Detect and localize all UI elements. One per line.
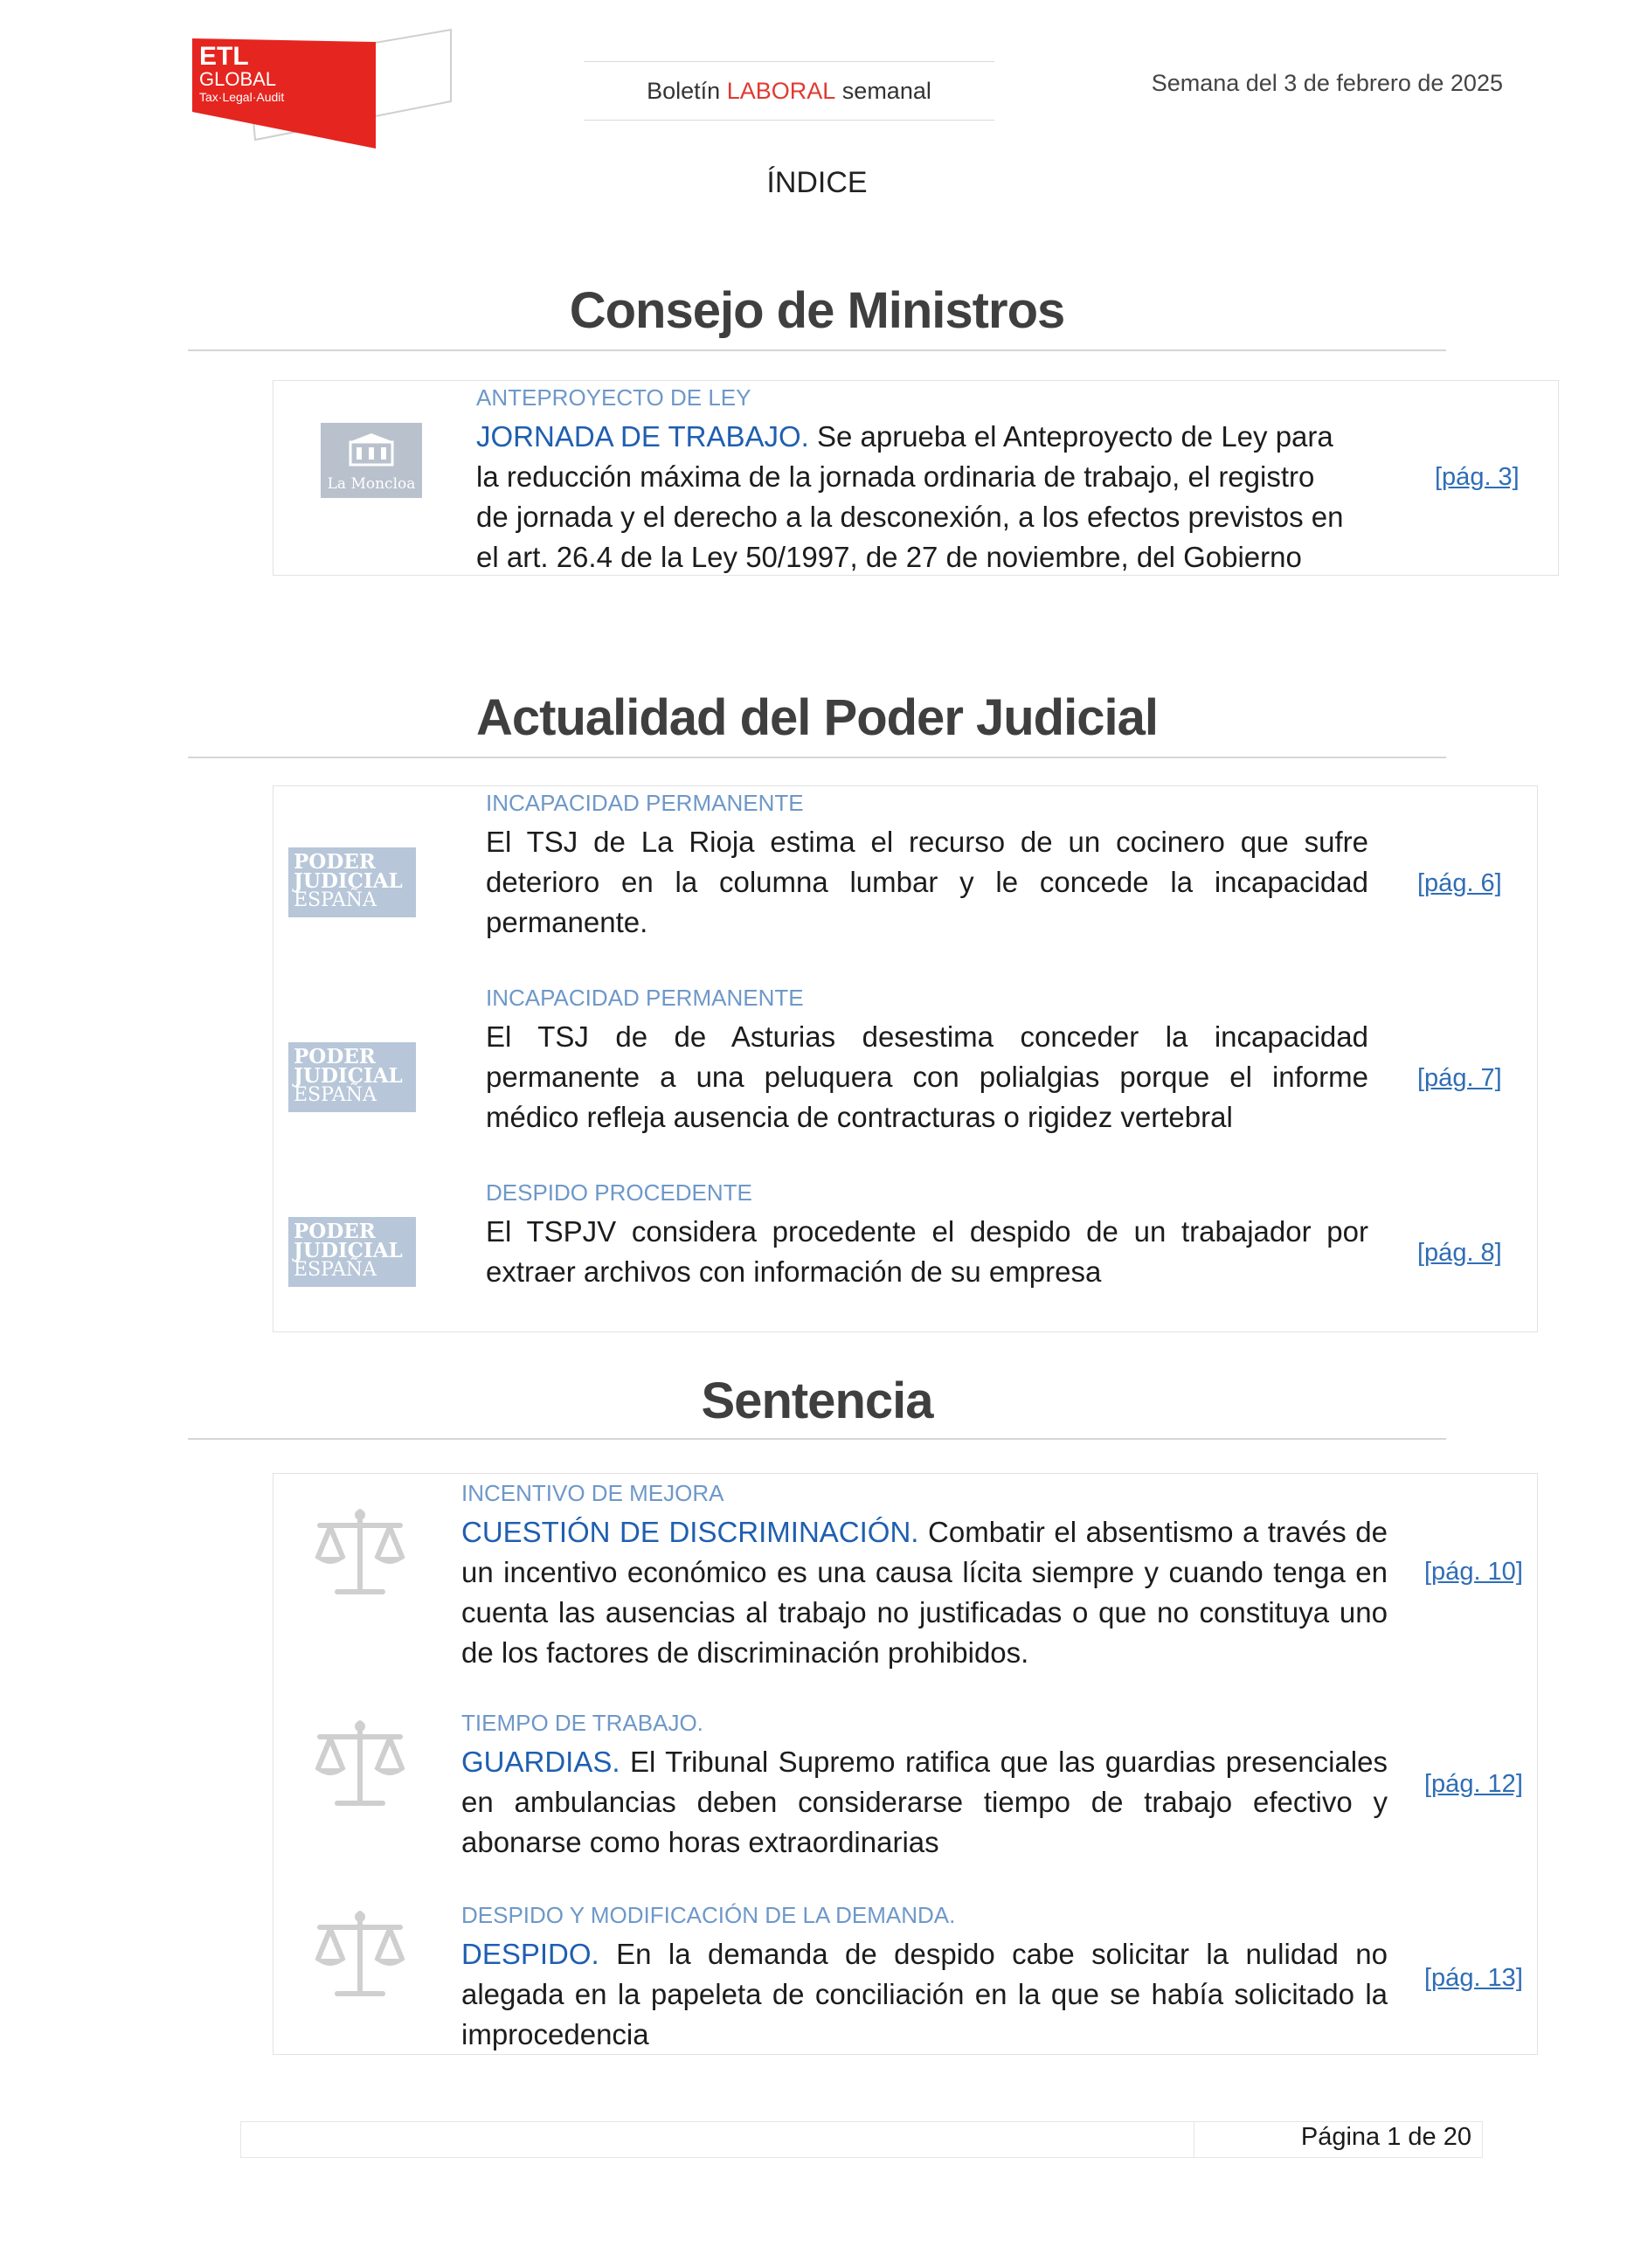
page-link-6[interactable]: [pág. 6] xyxy=(1417,869,1502,897)
page-link-3[interactable]: [pág. 3] xyxy=(1435,463,1520,491)
pj-line: PODER xyxy=(294,850,376,874)
scale-icon xyxy=(311,1905,409,2002)
entry-category: INCAPACIDAD PERMANENTE xyxy=(486,790,804,816)
entry-category: INCAPACIDAD PERMANENTE xyxy=(486,985,804,1011)
page-link-13[interactable]: [pág. 13] xyxy=(1424,1964,1523,1992)
week-date: Semana del 3 de febrero de 2025 xyxy=(1151,70,1503,96)
entry-summary xyxy=(461,1512,1388,1673)
poder-judicial-logo xyxy=(288,1217,416,1287)
entry-summary: El TSPJV considera procedente el despido de un trabajador por extraer archivos con información de su empresa xyxy=(486,1215,1368,1288)
pj-line: JUDICIAL xyxy=(294,869,403,893)
pj-line: JUDICIAL xyxy=(294,1239,403,1262)
pj-line: ESPAÑA xyxy=(294,889,377,911)
page-link-7[interactable]: [pág. 7] xyxy=(1417,1064,1502,1092)
logo-name: ETL xyxy=(199,42,249,71)
section-title-sentencia: Sentencia xyxy=(701,1373,933,1429)
page-number: Página 1 de 20 xyxy=(1300,2123,1471,2151)
poder-judicial-logo xyxy=(288,1042,416,1112)
moncloa-label: La Moncloa xyxy=(327,475,416,493)
scale-icon xyxy=(311,1503,409,1601)
entry-highlight: CUESTIÓN DE DISCRIMINACIÓN. xyxy=(461,1516,919,1548)
entry-category: ANTEPROYECTO DE LEY xyxy=(476,384,751,411)
entry-summary xyxy=(461,1934,1388,2055)
entry-summary: El TSJ de de Asturias desestima conceder la incapacidad permanente a una peluquera con polialgias porque el informe médico refleja ausencia de contracturas o rigidez vertebral xyxy=(486,1020,1368,1133)
entry-category: INCENTIVO DE MEJORA xyxy=(461,1480,724,1506)
entry-category: DESPIDO PROCEDENTE xyxy=(486,1179,752,1206)
logo-sub1: GLOBAL xyxy=(199,68,277,90)
entry-summary xyxy=(461,1742,1388,1863)
bulletin-highlight: LABORAL xyxy=(726,77,836,104)
section-title-poder-judicial: Actualidad del Poder Judicial xyxy=(476,689,1158,746)
pj-line: JUDICIAL xyxy=(294,1064,403,1088)
pj-line: PODER xyxy=(294,1045,376,1068)
section-divider xyxy=(188,349,1446,351)
pj-line: ESPAÑA xyxy=(294,1259,377,1281)
entry-summary: El TSJ de La Rioja estima el recurso de un cocinero que sufre deterioro en la columna lumbar y le concede la incapacidad permanente. xyxy=(486,826,1368,938)
entry-text: Se aprueba el Anteproyecto de Ley para la reducción máxima de la jornada ordinaria de trabajo, el registro de jornada y el derecho a la desconexión, a los efectos previstos en el art. 26.4 de la Ley 50/1997, de 27 de noviembre, del Gobierno xyxy=(476,420,1344,573)
etl-global-logo xyxy=(199,30,454,143)
entry-category: DESPIDO Y MODIFICACIÓN DE LA DEMANDA. xyxy=(461,1902,956,1928)
entry-text: Combatir el absentismo a través de un incentivo económico es una causa lícita siempre y cuando tenga en cuenta las ausencias al trabajo no justificadas o que no constituya uno de los factores de discriminación prohibidos. xyxy=(461,1516,1388,1669)
bulletin-prefix: Boletín xyxy=(647,77,721,104)
page-link-12[interactable]: [pág. 12] xyxy=(1424,1770,1523,1798)
bulletin-title xyxy=(584,61,994,121)
bulletin-suffix: semanal xyxy=(841,77,931,104)
la-moncloa-logo xyxy=(321,423,422,498)
page-link-8[interactable]: [pág. 8] xyxy=(1417,1239,1502,1267)
section-divider xyxy=(188,1438,1446,1440)
building-icon xyxy=(349,432,394,467)
logo-sub2: Tax·Legal·Audit xyxy=(199,90,285,104)
entry-highlight: GUARDIAS. xyxy=(461,1746,620,1778)
section-title-consejo: Consejo de Ministros xyxy=(569,282,1065,339)
pj-line: PODER xyxy=(294,1220,376,1243)
section-divider xyxy=(188,757,1446,758)
entry-summary xyxy=(476,417,1350,577)
entry-highlight: DESPIDO. xyxy=(461,1938,599,1970)
entry-text: En la demanda de despido cabe solicitar la nulidad no alegada en la papeleta de conciliación en la que se había solicitado la improcedencia xyxy=(461,1938,1388,2050)
entry-highlight: JORNADA DE TRABAJO. xyxy=(476,420,809,453)
entry-text: El Tribunal Supremo ratifica que las guardias presenciales en ambulancias deben considerarse tiempo de trabajo efectivo y abonarse como horas extraordinarias xyxy=(461,1746,1388,1858)
pj-line: ESPAÑA xyxy=(294,1084,377,1106)
scale-icon xyxy=(311,1714,409,1812)
index-title: ÍNDICE xyxy=(766,166,868,199)
page-link-10[interactable]: [pág. 10] xyxy=(1424,1558,1523,1586)
poder-judicial-logo xyxy=(288,847,416,917)
entry-category: TIEMPO DE TRABAJO. xyxy=(461,1710,703,1736)
